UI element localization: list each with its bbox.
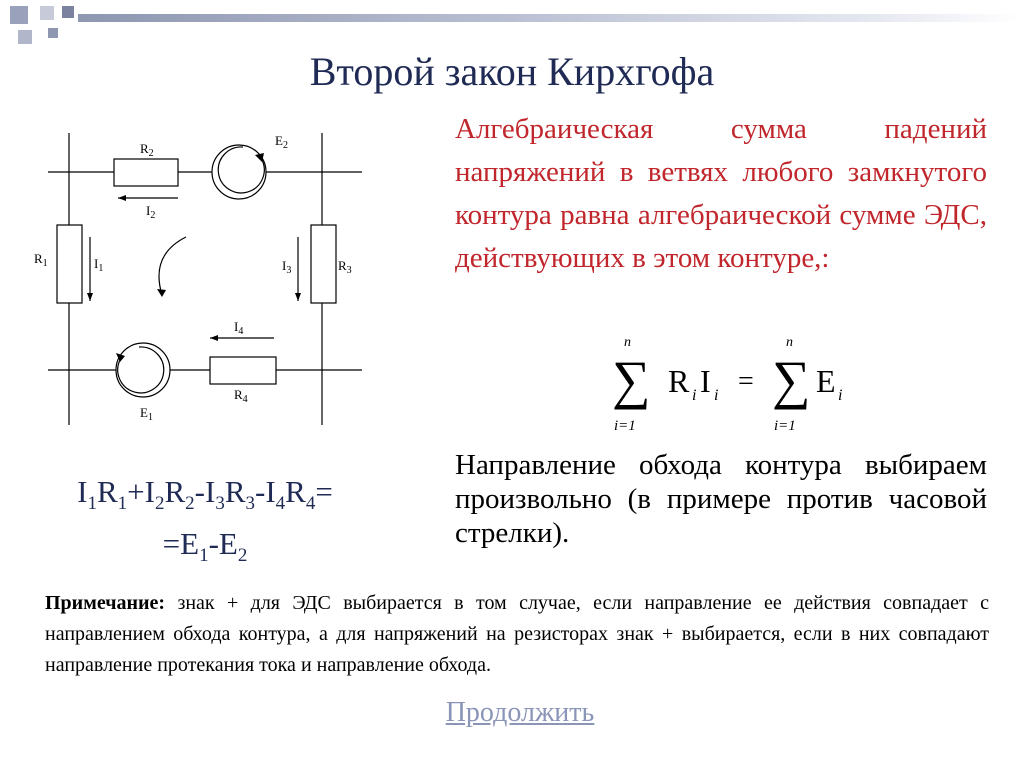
- direction-text: Направление обхода контура выбираем произвольно (в примере против часовой стрелки).: [455, 449, 987, 549]
- label-r3: $R_3$: [338, 258, 352, 276]
- label-i4: $I_4$: [234, 319, 244, 337]
- upper-limit-right: n: [786, 335, 793, 350]
- label-i1: $I_1$: [94, 256, 104, 274]
- label-r4: $R_4$: [234, 387, 248, 405]
- circuit-diagram: [20, 125, 380, 435]
- upper-limit-left: n: [624, 335, 631, 350]
- equation-line-2: $=E_1-E_2$: [162, 526, 248, 567]
- top-decor-bar: [78, 14, 1024, 22]
- label-e2: $E_2$: [275, 133, 288, 151]
- page-title: Второй закон Кирхгофа: [309, 49, 715, 94]
- sub-i-3: i: [838, 387, 843, 404]
- note-paragraph: [45, 588, 989, 681]
- continue-link[interactable]: Продолжить: [445, 697, 595, 728]
- symbol-i: I: [700, 363, 711, 399]
- decor-square: [10, 6, 28, 24]
- label-r2: $R_2$: [140, 141, 154, 159]
- kirchhoff-equation: [45, 472, 365, 576]
- sigma-right: ∑: [772, 350, 811, 410]
- law-statement: Алгебраическая сумма падений напряжений в ветвях любого замкнутого контура равна алгебраической сумме ЭДС, действующих в этом контуре,:: [455, 113, 987, 274]
- equals-sign: =: [738, 366, 754, 397]
- symbol-r: R: [668, 363, 690, 399]
- sum-formula: [600, 330, 860, 440]
- note-text: знак + для ЭДС выбирается в том случае, если направление ее действия совпадает с направлением обхода контура, а для напряжений на резисторах знак + выбирается, если в них совпадают направление протекания тока и направление обхода.: [45, 592, 989, 676]
- decor-square: [62, 6, 74, 18]
- sub-i-2: i: [714, 387, 719, 404]
- label-i2: $I_2$: [146, 203, 156, 221]
- sub-i-1: i: [692, 387, 697, 404]
- label-e1: $E_1$: [140, 405, 153, 423]
- label-r1: $R_1$: [34, 251, 48, 269]
- equation-line-1: $I_1R_1+I_2R_2-I_3R_3-I_4R_4=$: [77, 474, 333, 515]
- note-label: Примечание:: [45, 592, 166, 614]
- lower-limit-right: i=1: [774, 418, 796, 434]
- lower-limit-left: i=1: [614, 418, 636, 434]
- decor-square: [40, 6, 54, 20]
- decor-square: [48, 28, 58, 38]
- symbol-e: E: [816, 363, 836, 399]
- decor-square: [18, 30, 32, 44]
- label-i3: $I_3$: [282, 258, 292, 276]
- sigma-left: ∑: [612, 350, 651, 410]
